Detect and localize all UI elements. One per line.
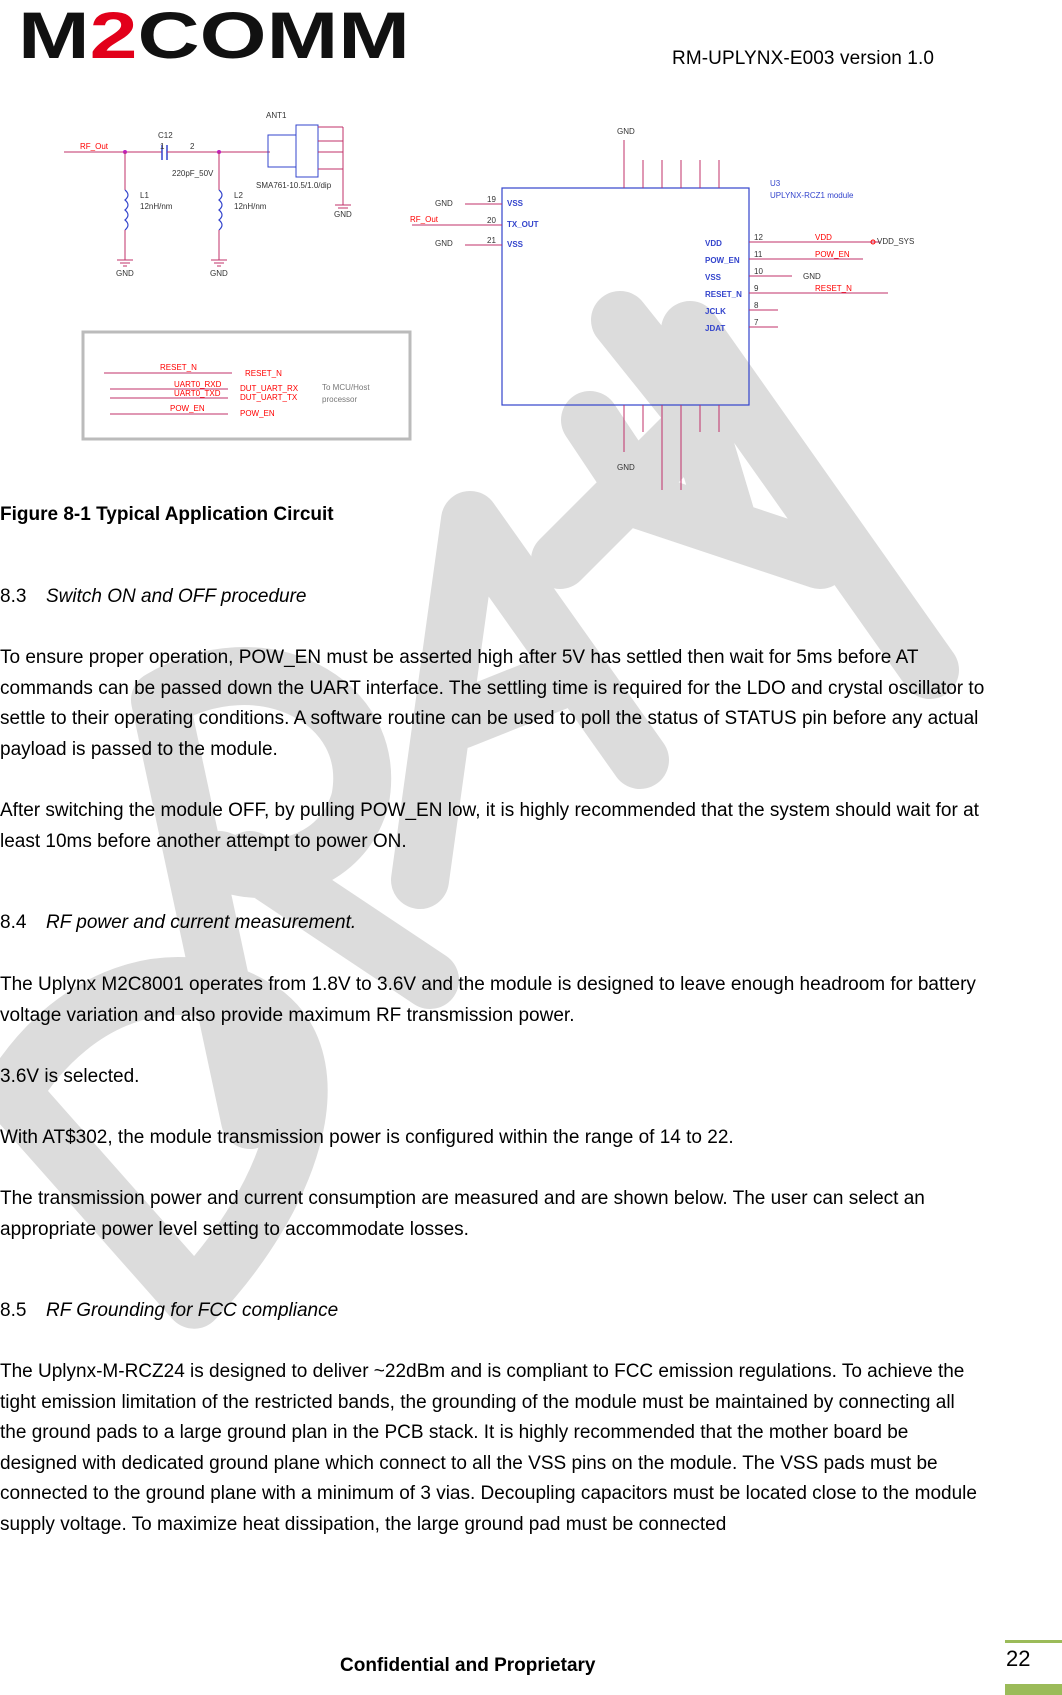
l1-value: 12nH/nm <box>140 202 173 211</box>
paragraph: After switching the module OFF, by pulling POW_EN low, it is highly recommended that the system should wait for at least 10ms before another attempt to power ON. <box>0 800 979 852</box>
svg-text:UART0_TXD: UART0_TXD <box>174 389 221 398</box>
svg-text:M2COMM <box>18 6 410 66</box>
l2-value: 12nH/nm <box>234 202 267 211</box>
ant-ref: ANT1 <box>266 111 287 120</box>
svg-text:GND: GND <box>803 272 821 281</box>
svg-text:POW_EN: POW_EN <box>815 250 850 259</box>
svg-text:RESET_N: RESET_N <box>160 363 197 372</box>
paragraph: With AT$302, the module transmission power is configured within the range of 14 to 22. <box>0 1127 734 1148</box>
svg-text:21: 21 <box>487 236 496 245</box>
svg-text:POW_EN: POW_EN <box>705 256 740 265</box>
logo-text-m: M <box>18 6 73 66</box>
svg-text:RESET_N: RESET_N <box>705 290 742 299</box>
section-heading-8-4: 8.4 RF power and current measurement. <box>0 912 357 933</box>
svg-text:12: 12 <box>754 233 763 242</box>
svg-text:POW_EN: POW_EN <box>240 409 275 418</box>
svg-text:GND: GND <box>116 269 134 278</box>
svg-text:To MCU/Host: To MCU/Host <box>322 383 370 392</box>
paragraph: The Uplynx-M-RCZ24 is designed to deliver ~22dBm and is compliant to FCC emission regulations. To achieve the tight emission limitation of the restricted bands, the grounding of the module must be maintained by connecting all the ground pads to a large ground plan in the PCB stack. It is highly recommended that the mother board be designed with dedicated ground plane which connect to all the VSS pins on the module. The VSS pads must be connected to the ground plane with a minimum of 3 vias. Decoupling capacitors must be located close to the module supply voltage. To maximize heat dissipation, the large ground pad must be connected <box>0 1361 977 1535</box>
svg-text:9: 9 <box>754 284 759 293</box>
l1-ref: L1 <box>140 191 149 200</box>
svg-text:VSS: VSS <box>705 273 722 282</box>
ant-part: SMA761-10.5/1.0/dip <box>256 181 332 190</box>
paragraph: To ensure proper operation, POW_EN must be asserted high after 5V has settled then wait for 5ms before AT commands can be passed down the UART interface. The settling time is required for the LDO and crystal oscillator to settle to their operating conditions. A software routine can be used to poll the status of STATUS pin before any actual payload is passed to the module. <box>0 647 985 760</box>
svg-text:7: 7 <box>754 318 759 327</box>
figure-caption: Figure 8-1 Typical Application Circuit <box>0 504 334 525</box>
c12-ref: C12 <box>158 131 173 140</box>
svg-text:GND: GND <box>435 199 453 208</box>
footer-confidential: Confidential and Proprietary <box>340 1655 596 1676</box>
paragraph: The transmission power and current consumption are measured and are shown below. The user can select an appropriate power level setting to accommodate losses. <box>0 1188 925 1240</box>
section-heading-8-5: 8.5 RF Grounding for FCC compliance <box>0 1300 339 1321</box>
logo-accent: 2 <box>89 6 127 66</box>
svg-text:8: 8 <box>754 301 759 310</box>
svg-text:2: 2 <box>190 142 195 151</box>
document-id: RM-UPLYNX-E003 version 1.0 <box>672 48 935 69</box>
svg-text:DUT_UART_TX: DUT_UART_TX <box>240 393 298 402</box>
svg-text:20: 20 <box>487 216 496 225</box>
svg-text:processor: processor <box>322 395 358 404</box>
svg-text:GND: GND <box>435 239 453 248</box>
svg-text:GND: GND <box>617 127 635 136</box>
paragraph: The Uplynx M2C8001 operates from 1.8V to 3.6V and the module is designed to leave enough headroom for battery voltage variation and also provide maximum RF transmission power. <box>0 974 976 1026</box>
page-number: 22 <box>1006 1646 1031 1671</box>
application-circuit-schematic <box>60 110 960 500</box>
svg-text:RF_Out: RF_Out <box>410 215 439 224</box>
svg-text:10: 10 <box>754 267 763 276</box>
svg-text:1: 1 <box>160 142 165 151</box>
net-label-rf-out: RF_Out <box>80 142 109 151</box>
l2-ref: L2 <box>234 191 243 200</box>
m2comm-logo <box>18 6 418 66</box>
svg-text:VSS: VSS <box>507 199 524 208</box>
section-heading-8-3: 8.3 Switch ON and OFF procedure <box>0 586 307 607</box>
c12-value: 220pF_50V <box>172 169 214 178</box>
svg-text:RESET_N: RESET_N <box>245 369 282 378</box>
paragraph: 3.6V is selected. <box>0 1066 140 1087</box>
svg-text:GND: GND <box>334 210 352 219</box>
svg-text:GND: GND <box>210 269 228 278</box>
svg-text:TX_OUT: TX_OUT <box>507 220 539 229</box>
svg-text:VSS: VSS <box>507 240 524 249</box>
svg-text:VDD: VDD <box>815 233 832 242</box>
svg-text:GND: GND <box>617 463 635 472</box>
svg-text:JDAT: JDAT <box>705 324 726 333</box>
svg-text:11: 11 <box>754 250 763 259</box>
svg-text:19: 19 <box>487 195 496 204</box>
svg-text:RESET_N: RESET_N <box>815 284 852 293</box>
page-number-accent-bottom <box>1005 1684 1062 1695</box>
svg-text:VDD: VDD <box>705 239 722 248</box>
svg-text:DUT_UART_RX: DUT_UART_RX <box>240 384 299 393</box>
svg-text:UART0_RXD: UART0_RXD <box>174 380 222 389</box>
svg-text:U3: U3 <box>770 179 781 188</box>
logo-text-comm: COMM <box>137 6 347 66</box>
svg-text:POW_EN: POW_EN <box>170 404 205 413</box>
page-number-accent-top <box>1005 1640 1062 1643</box>
module-name: UPLYNX-RCZ1 module <box>770 191 854 200</box>
svg-text:JCLK: JCLK <box>705 307 726 316</box>
svg-text:VDD_SYS: VDD_SYS <box>877 237 915 246</box>
